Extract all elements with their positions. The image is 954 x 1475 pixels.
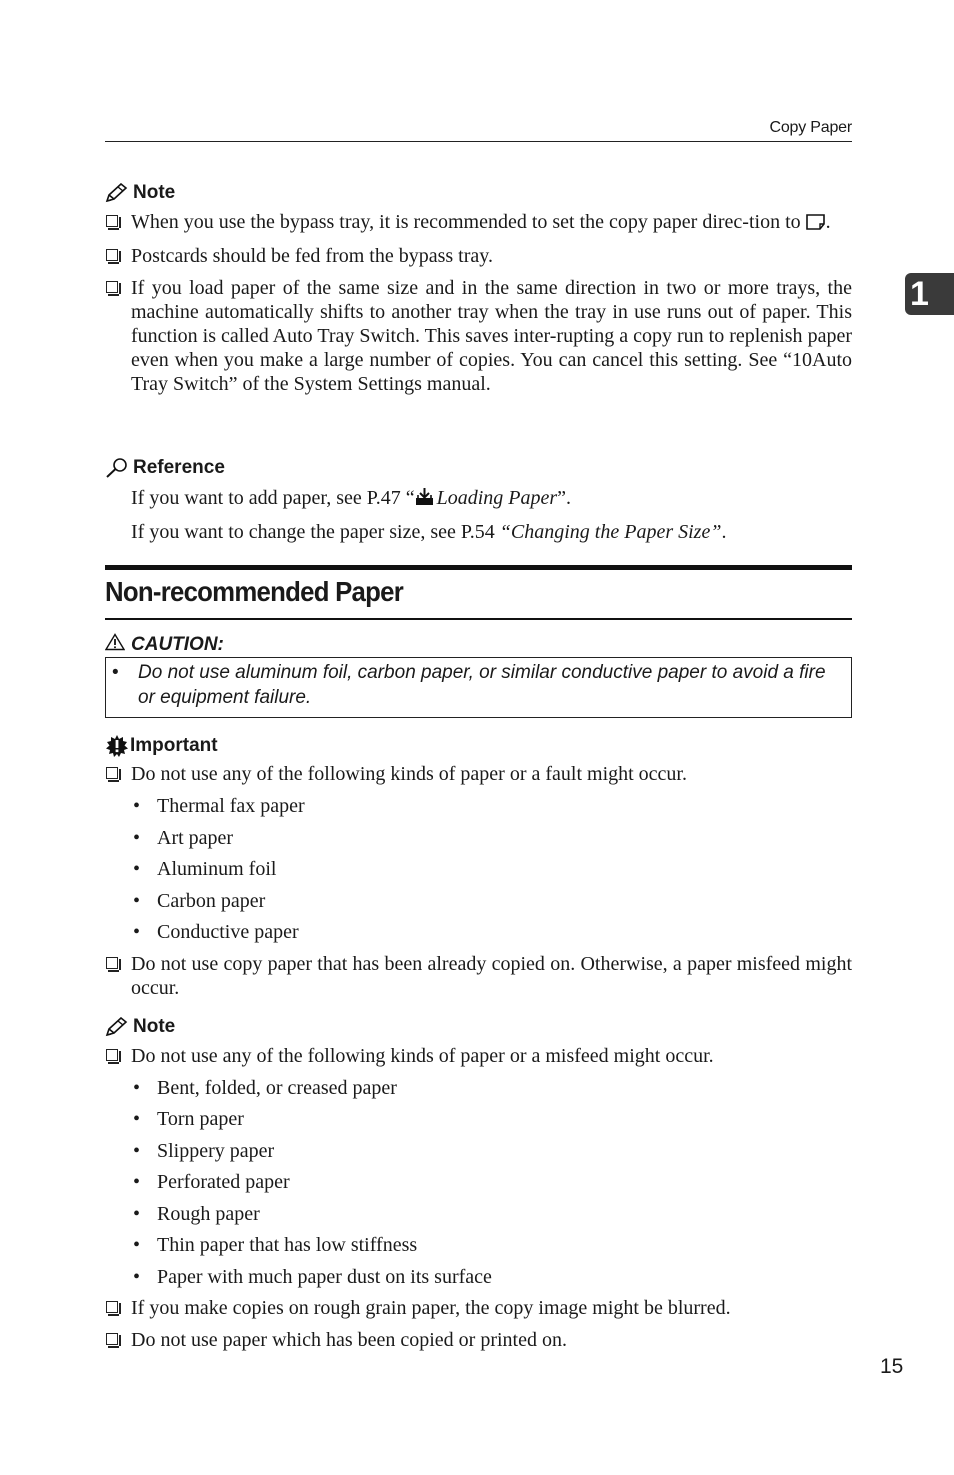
list-item: • Rough paper	[105, 1202, 852, 1226]
note-section	[105, 181, 852, 396]
caution-box: • Do not use aluminum foil, carbon paper, or similar conductive paper to avoid a fire or equipment failure.	[105, 657, 852, 718]
list-item: • Aluminum foil	[105, 857, 852, 881]
note-section	[105, 1015, 852, 1352]
note-item: If you load paper of the same size and in the same direction in two or more trays, the machine automatically shifts to another tray when the tray in use runs out of paper. This function is called Auto Tray Switch. This saves inter-rupting a copy run to replenish paper even when you make a large number of copies. You can cancel this setting. See “10Auto Tray Switch” of the System Settings manual.	[105, 276, 852, 396]
page-number: 15	[880, 1355, 904, 1378]
list-item: • Bent, folded, or creased paper	[105, 1076, 852, 1100]
section-rule-top	[105, 565, 852, 570]
checkbox-square-icon	[106, 1301, 118, 1313]
note-label: Note	[105, 1015, 852, 1039]
paper-direction-icon	[806, 212, 826, 236]
checkbox-square-icon	[106, 1333, 118, 1345]
important-item: Do not use any of the following kinds of paper or a fault might occur.	[105, 762, 852, 786]
note-item: Postcards should be fed from the bypass tray.	[105, 244, 852, 268]
list-item: • Carbon paper	[105, 889, 852, 913]
caution-label: CAUTION:	[105, 633, 224, 657]
important-label: Important	[105, 734, 852, 758]
note-item: If you make copies on rough grain paper, the copy image might be blurred.	[105, 1296, 852, 1320]
checkbox-square-icon	[106, 767, 118, 779]
important-burst-icon	[105, 734, 129, 758]
section-rule-bottom	[105, 618, 852, 620]
note-item: Do not use any of the following kinds of paper or a misfeed might occur.	[105, 1044, 852, 1068]
chapter-tab[interactable]: 1	[905, 273, 954, 315]
important-section	[105, 734, 852, 1000]
running-header: Copy Paper	[769, 119, 852, 136]
list-item: • Conductive paper	[105, 920, 852, 944]
checkbox-square-icon	[106, 215, 118, 227]
magnifier-icon	[105, 457, 129, 479]
list-item: • Thin paper that has low stiffness	[105, 1233, 852, 1257]
header-rule	[105, 141, 852, 142]
note-item: Do not use paper which has been copied or printed on.	[105, 1328, 852, 1352]
checkbox-square-icon	[106, 281, 118, 293]
note-item: When you use the bypass tray, it is recommended to set the copy paper direc-tion to .	[105, 210, 852, 236]
reference-line: If you want to change the paper size, see P.54 “Changing the Paper Size”.	[131, 521, 727, 543]
checkbox-square-icon	[106, 1049, 118, 1061]
important-item: Do not use copy paper that has been already copied on. Otherwise, a paper misfeed might occur.	[105, 952, 852, 1000]
note-label: Note	[105, 181, 852, 205]
list-item: • Torn paper	[105, 1107, 852, 1131]
load-paper-icon	[415, 487, 434, 512]
pencil-icon	[105, 1017, 129, 1037]
list-item: • Art paper	[105, 826, 852, 850]
reference-label: Reference	[105, 456, 852, 480]
pencil-icon	[105, 183, 129, 203]
list-item: • Slippery paper	[105, 1139, 852, 1163]
reference-line: If you want to add paper, see P.47 “ Loading Paper”.	[105, 486, 852, 512]
loading-paper-link[interactable]: Loading Paper	[436, 487, 558, 509]
changing-paper-size-link[interactable]: “Changing the Paper Size”	[499, 521, 722, 543]
bullet-dot: •	[112, 662, 119, 683]
section-title: Non-recommended Paper	[105, 576, 404, 607]
list-item: • Paper with much paper dust on its surface	[105, 1265, 852, 1289]
list-item: • Thermal fax paper	[105, 794, 852, 818]
checkbox-square-icon	[106, 249, 118, 261]
reference-section	[105, 456, 852, 544]
checkbox-square-icon	[106, 957, 118, 969]
warning-triangle-icon	[105, 633, 125, 657]
list-item: • Perforated paper	[105, 1170, 852, 1194]
